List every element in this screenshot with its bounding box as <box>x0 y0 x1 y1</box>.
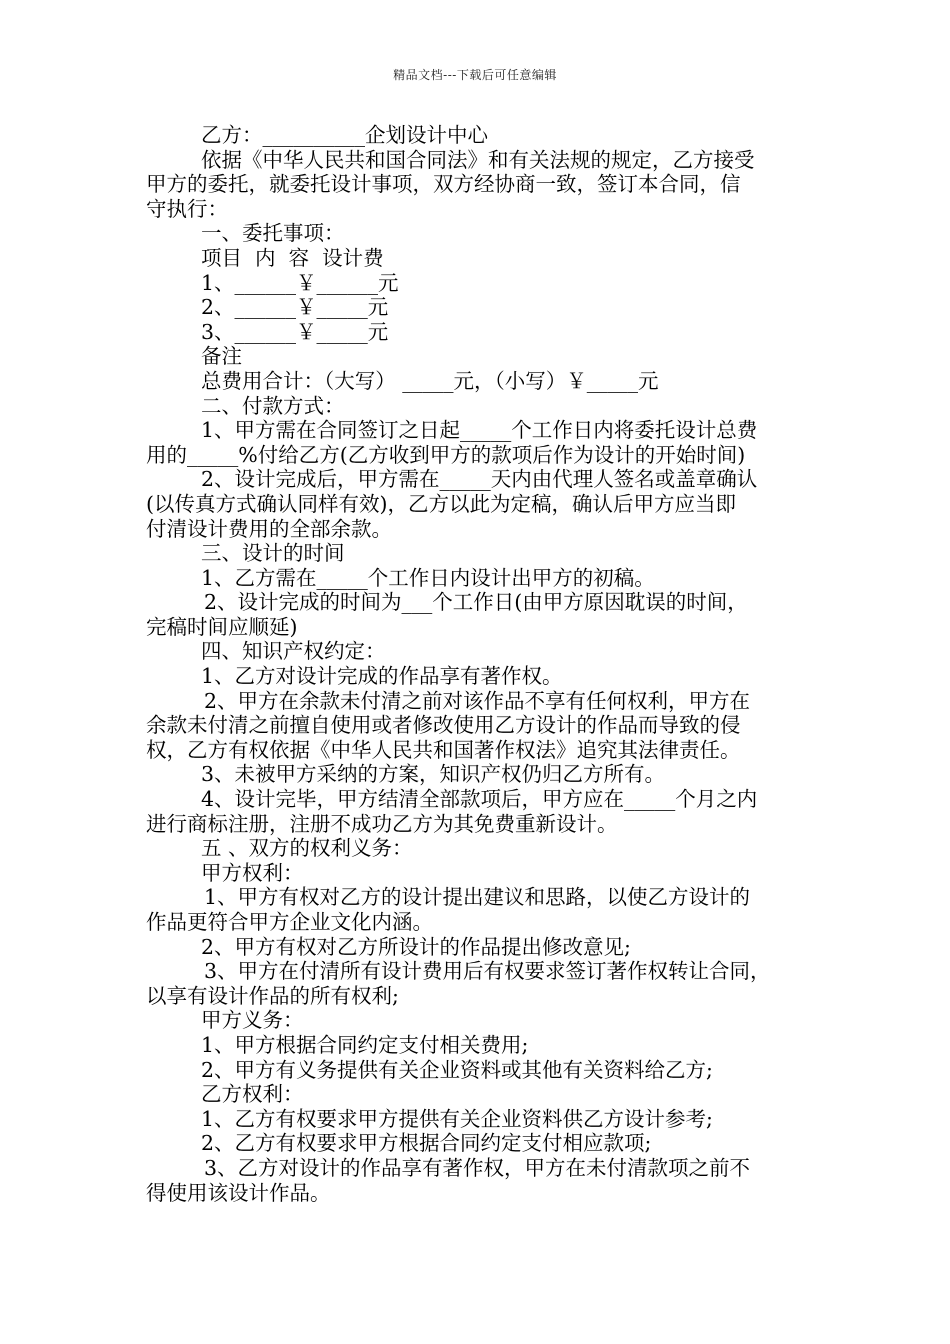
text-line: 1、乙方对设计完成的作品享有著作权。 <box>201 664 563 689</box>
text-line: 用的_____%付给乙方(乙方收到甲方的款项后作为设计的开始时间) <box>146 442 746 467</box>
text-line: 2、甲方有义务提供有关企业资料或其他有关资料给乙方; <box>201 1057 713 1082</box>
text-line: 项目 内 容 设计费 <box>201 245 384 270</box>
text-line: 1、乙方有权要求甲方提供有关企业资料供乙方设计参考; <box>201 1106 713 1131</box>
text-line: 甲方的委托，就委托设计事项，双方经协商一致，签订本合同，信 <box>146 172 741 197</box>
text-line: 进行商标注册，注册不成功乙方为其免费重新设计。 <box>146 811 618 836</box>
text-line: 3、未被甲方采纳的方案，知识产权仍归乙方所有。 <box>201 762 666 787</box>
text-line: 乙方：__________企划设计中心 <box>201 123 488 147</box>
text-line: 3、甲方在付清所有设计费用后有权要求签订著作权转让合同， <box>204 959 771 984</box>
text-line: 备注 <box>201 344 242 369</box>
text-line: 三、设计的时间 <box>201 541 345 566</box>
text-line: 1、______￥______元 <box>201 270 399 295</box>
text-line: 完稿时间应顺延) <box>146 614 298 639</box>
text-line: 总费用合计：（大写） _____元，（小写）￥_____元 <box>201 368 659 393</box>
text-line: 甲方义务： <box>201 1008 304 1033</box>
text-line: 守执行： <box>146 196 228 221</box>
text-line: 1、甲方需在合同签订之日起_____个工作日内将委托设计总费 <box>201 418 758 443</box>
text-line: 3、乙方对设计的作品享有著作权，甲方在未付清款项之前不 <box>204 1155 751 1180</box>
text-line: 2、甲方有权对乙方所设计的作品提出修改意见; <box>201 934 631 959</box>
text-line: 1、乙方需在_____个工作日内设计出甲方的初稿。 <box>201 565 655 590</box>
text-line: 一、委托事项： <box>201 221 345 246</box>
text-line: 2、乙方有权要求甲方根据合同约定支付相应款项; <box>201 1131 652 1156</box>
text-line: 作品更符合甲方企业文化内涵。 <box>146 910 433 934</box>
text-line: 4、设计完毕，甲方结清全部款项后，甲方应在_____个月之内 <box>201 787 758 812</box>
text-line: 3、______￥_____元 <box>201 319 389 344</box>
text-line: 五 、双方的权利义务： <box>201 836 413 861</box>
text-line: 1、甲方有权对乙方的设计提出建议和思路，以使乙方设计的 <box>204 885 751 910</box>
text-line: 甲方权利： <box>201 860 304 885</box>
text-line: 得使用该设计作品。 <box>146 1180 331 1205</box>
text-line: (以传真方式确认同样有效)，乙方以此为定稿，确认后甲方应当即 <box>146 491 736 516</box>
text-line: 1、甲方根据合同约定支付相关费用; <box>201 1032 529 1057</box>
text-line: 四、知识产权约定： <box>201 639 386 664</box>
text-line: 2、设计完成的时间为___个工作日(由甲方原因耽误的时间， <box>204 590 748 615</box>
text-line: 付清设计费用的全部余款。 <box>146 516 392 541</box>
contract-body <box>146 123 814 1205</box>
text-line: 2、设计完成后，甲方需在_____天内由代理人签名或盖章确认 <box>201 467 758 492</box>
text-line: 乙方权利： <box>201 1082 304 1107</box>
text-line: 2、甲方在余款未付清之前对该作品不享有任何权利，甲方在 <box>204 688 751 713</box>
text-line: 依据《中华人民共和国合同法》和有关法规的规定，乙方接受 <box>201 147 755 172</box>
text-line: 二、付款方式： <box>201 393 345 418</box>
text-line: 权，乙方有权依据《中华人民共和国著作权法》追究其法律责任。 <box>146 737 741 762</box>
text-line: 余款未付清之前擅自使用或者修改使用乙方设计的作品而导致的侵 <box>146 713 741 738</box>
text-line: 2、______￥_____元 <box>201 295 389 320</box>
text-line: 以享有设计作品的所有权利; <box>146 983 399 1008</box>
page-header: 精品文档---下载后可任意编辑 <box>393 68 557 82</box>
